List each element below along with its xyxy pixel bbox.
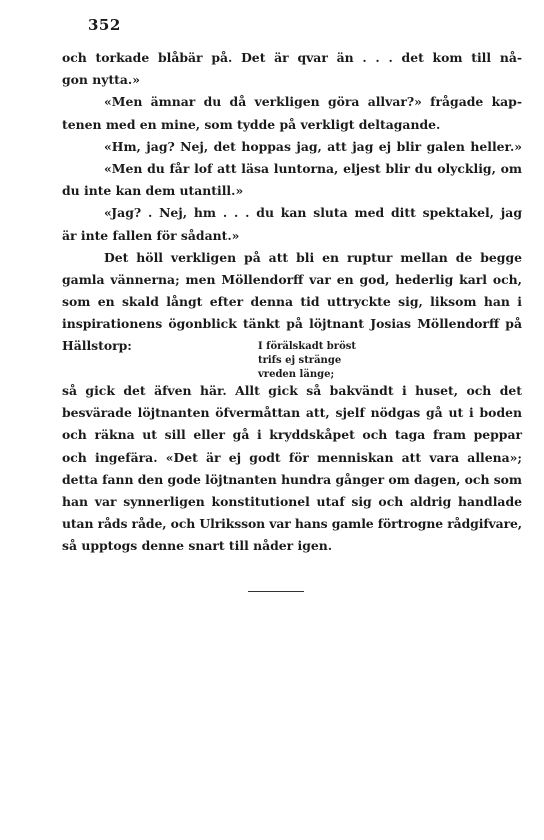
text-line: du inte kan dem utantill.» [62,183,244,199]
poem-quote [258,340,356,382]
text-line: Hällstorp: [62,338,132,354]
text-line: detta fann den gode löjtnanten hundra gånger om dagen, och som [62,471,522,487]
text-line: «Hm, jag? Nej, det hoppas jag, att jag ej blir galen heller.» [104,138,522,154]
body-text-top [62,47,522,358]
text-line: är inte fallen för sådant.» [62,227,240,243]
text-line: och torkade blåbär på. Det är qvar än . . . det kom till nå- [62,50,522,65]
text-line: så gick det äfven här. Allt gick så bakvändt i huset, och det [62,383,522,398]
text-line: inspirationens ögonblick tänkt på löjtnant Josias Möllendorff på [62,316,522,332]
section-divider [248,591,304,592]
body-text-bottom [62,380,522,558]
text-line: besvärade löjtnanten öfvermåttan att, sjelf nödgas gå ut i boden [62,405,522,421]
text-line: och räkna ut sill eller gå i kryddskåpet och taga fram peppar [62,427,522,443]
text-line: som en skald långt efter denna tid uttryckte sig, liksom han i [62,294,522,310]
text-line: gamla vännerna; men Möllendorff var en god, hederlig karl och, [62,271,522,287]
page-number: 352 [88,16,121,34]
text-line: tenen med en mine, som tydde på verkligt deltagande. [62,116,441,132]
poem-line: vreden länge; [258,369,335,380]
poem-line: I förälskadt bröst [258,341,356,352]
text-line: utan råds råde, och Ulriksson var hans gamle förtrogne rådgifvare, [62,516,522,532]
text-line: och ingefära. «Det är ej godt för menniskan att vara allena»; [62,449,522,465]
text-line: Det höll verkligen på att bli en ruptur mellan de begge [104,249,522,265]
text-line: gon nytta.» [62,72,140,88]
poem-line: trifs ej stränge [258,355,342,366]
text-line: «Men du får lof att läsa luntorna, eljest blir du olycklig, om [104,160,522,176]
text-line: han var synnerligen konstitutionel utaf sig och aldrig handlade [62,493,522,509]
text-line: «Jag? . Nej, hm . . . du kan sluta med ditt spektakel, jag [104,205,522,221]
text-line: «Men ämnar du då verkligen göra allvar?» frågade kap- [104,94,522,110]
text-line: så upptogs denne snart till nåder igen. [62,538,333,554]
